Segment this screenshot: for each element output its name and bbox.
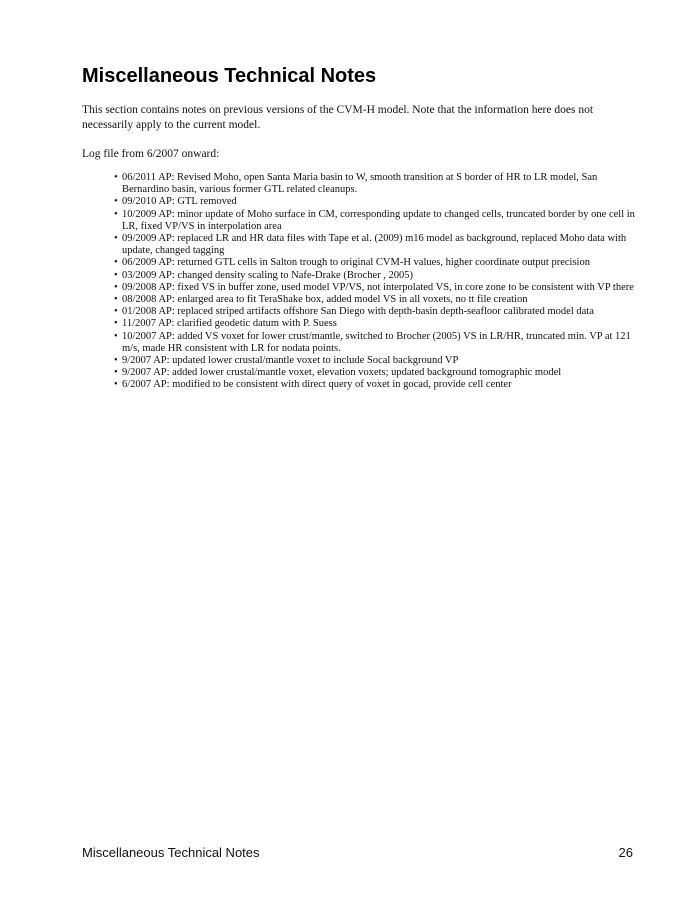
log-entry: • 09/2009 AP: replaced LR and HR data files with Tape et al. (2009) m16 model as background, replaced Moho data with update, changed tagging xyxy=(114,233,644,257)
log-entry: • 01/2008 AP: replaced striped artifacts offshore San Diego with depth-basin depth-seafloor calibrated model data xyxy=(114,306,644,318)
log-entry: • 11/2007 AP: clarified geodetic datum with P. Suess xyxy=(114,318,644,330)
log-entry: • 10/2007 AP: added VS voxet for lower crust/mantle, switched to Brocher (2005) VS in LR/HR, truncated min. VP at 121 m/s, made HR consistent with LR for nodata points. xyxy=(114,331,644,355)
log-entry: • 6/2007 AP: modified to be consistent with direct query of voxet in gocad, provide cell center xyxy=(114,379,644,391)
intro-paragraph: This section contains notes on previous versions of the CVM-H model. Note that the information here does not necessarily apply to the current model. xyxy=(82,104,594,131)
log-header: Log file from 6/2007 onward: xyxy=(82,148,220,160)
log-entry: • 08/2008 AP: enlarged area to fit TeraShake box, added model VS in all voxets, no tt file creation xyxy=(114,294,644,306)
log-entry: • 9/2007 AP: updated lower crustal/mantle voxet to include Socal background VP xyxy=(114,355,644,367)
page-title: Miscellaneous Technical Notes xyxy=(82,65,377,87)
footer-section-title: Miscellaneous Technical Notes xyxy=(82,845,260,860)
log-entry: • 10/2009 AP: minor update of Moho surface in CM, corresponding update to changed cells, truncated border by one cell in LR, fixed VP/VS in interpolation area xyxy=(114,209,644,233)
log-entry-list xyxy=(114,172,644,392)
log-entry: • 09/2010 AP: GTL removed xyxy=(114,196,644,208)
log-entry: • 03/2009 AP: changed density scaling to Nafe-Drake (Brocher , 2005) xyxy=(114,270,644,282)
log-entry: • 06/2011 AP: Revised Moho, open Santa Maria basin to W, smooth transition at S border of HR to LR model, San Bernardino basin, various former GTL related cleanups. xyxy=(114,172,644,196)
footer-page-number: 26 xyxy=(618,845,633,860)
log-entry: • 06/2009 AP: returned GTL cells in Salton trough to original CVM-H values, higher coordinate output precision xyxy=(114,257,644,269)
log-entry: • 09/2008 AP: fixed VS in buffer zone, used model VP/VS, not interpolated VS, in core zone to be consistent with VP there xyxy=(114,282,644,294)
log-entry: • 9/2007 AP: added lower crustal/mantle voxet, elevation voxets; updated background tomographic model xyxy=(114,367,644,379)
